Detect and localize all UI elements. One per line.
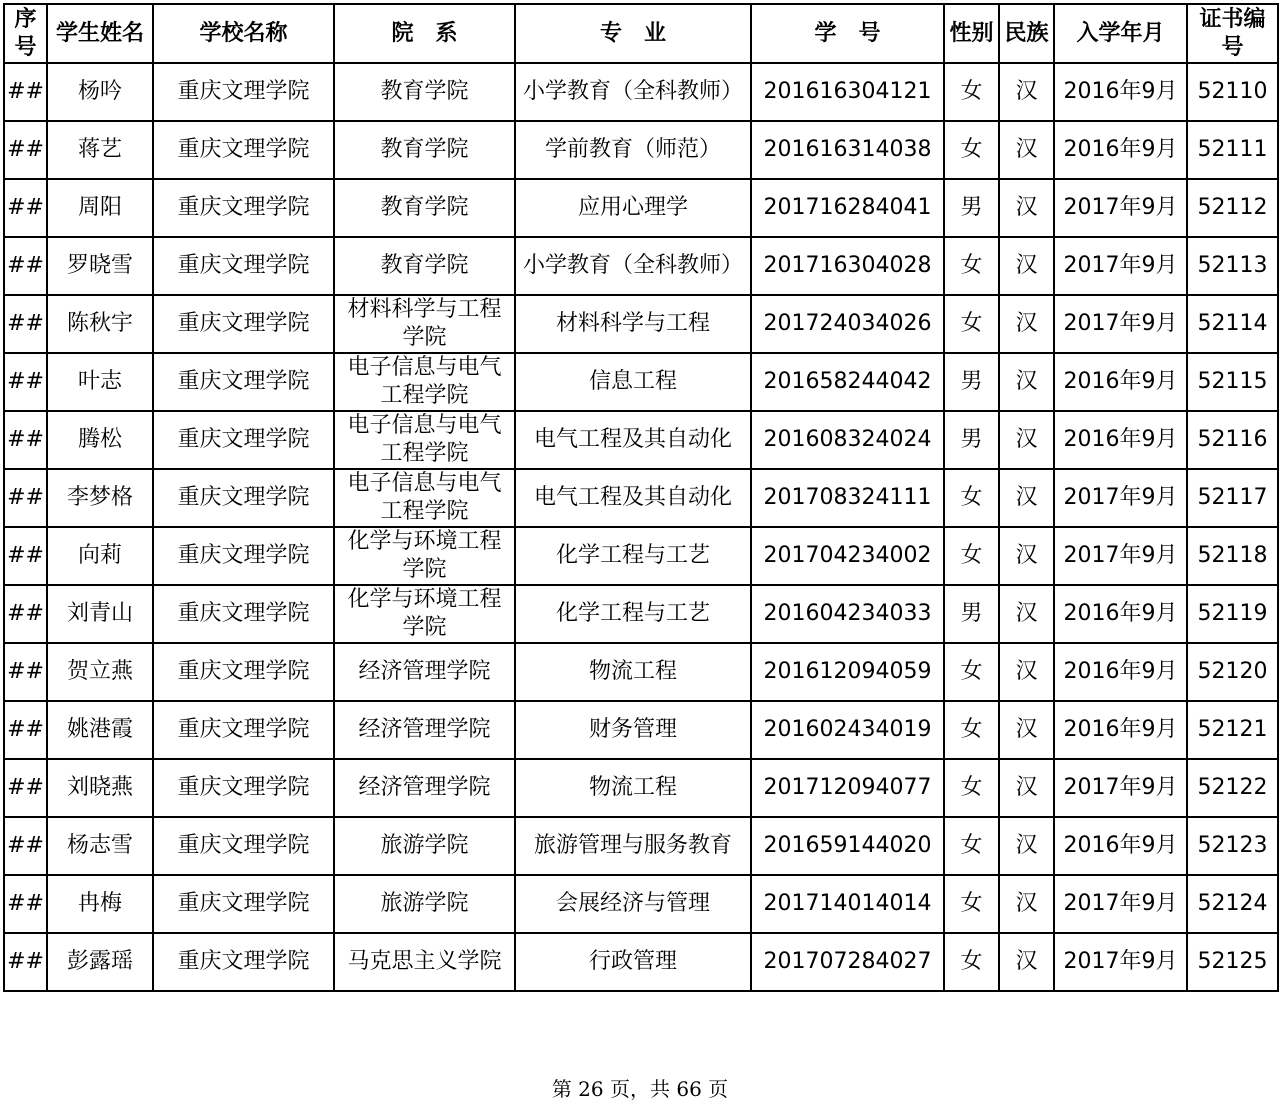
- cell-major: 小学教育（全科教师）: [515, 63, 751, 121]
- cell-school-name: 重庆文理学院: [153, 121, 334, 179]
- cell-major: 财务管理: [515, 701, 751, 759]
- cell-enrollment-date: 2017年9月: [1054, 237, 1187, 295]
- cell-student-name: 姚港霞: [47, 701, 153, 759]
- cell-gender: 女: [944, 643, 999, 701]
- cell-enrollment-date: 2017年9月: [1054, 933, 1187, 991]
- cell-ethnicity: 汉: [999, 933, 1054, 991]
- cell-student-id: 201616314038: [751, 121, 944, 179]
- cell-ethnicity: 汉: [999, 701, 1054, 759]
- cell-index: ##: [4, 63, 47, 121]
- cell-student-name: 杨志雪: [47, 817, 153, 875]
- cell-school-name: 重庆文理学院: [153, 353, 334, 411]
- cell-student-name: 杨吟: [47, 63, 153, 121]
- cell-student-name: 叶志: [47, 353, 153, 411]
- cell-school-name: 重庆文理学院: [153, 63, 334, 121]
- cell-enrollment-date: 2016年9月: [1054, 585, 1187, 643]
- cell-ethnicity: 汉: [999, 585, 1054, 643]
- cell-major: 小学教育（全科教师）: [515, 237, 751, 295]
- cell-department: 经济管理学院: [334, 701, 515, 759]
- table-header-row: [4, 4, 1278, 63]
- cell-department: 教育学院: [334, 63, 515, 121]
- cell-ethnicity: 汉: [999, 295, 1054, 353]
- header-department: 院 系: [334, 4, 515, 63]
- cell-enrollment-date: 2016年9月: [1054, 121, 1187, 179]
- cell-enrollment-date: 2017年9月: [1054, 179, 1187, 237]
- cell-student-id: 201602434019: [751, 701, 944, 759]
- cell-school-name: 重庆文理学院: [153, 643, 334, 701]
- cell-student-id: 201724034026: [751, 295, 944, 353]
- cell-department: 教育学院: [334, 237, 515, 295]
- cell-certificate-number: 52115: [1187, 353, 1278, 411]
- cell-major: 电气工程及其自动化: [515, 469, 751, 527]
- cell-school-name: 重庆文理学院: [153, 295, 334, 353]
- cell-certificate-number: 52110: [1187, 63, 1278, 121]
- cell-student-id: 201707284027: [751, 933, 944, 991]
- table-row: [4, 875, 1278, 933]
- cell-gender: 女: [944, 933, 999, 991]
- cell-student-id: 201616304121: [751, 63, 944, 121]
- cell-index: ##: [4, 585, 47, 643]
- cell-student-id: 201708324111: [751, 469, 944, 527]
- cell-gender: 女: [944, 759, 999, 817]
- cell-index: ##: [4, 295, 47, 353]
- cell-major: 行政管理: [515, 933, 751, 991]
- table-row: [4, 585, 1278, 643]
- cell-student-name: 刘晓燕: [47, 759, 153, 817]
- cell-certificate-number: 52114: [1187, 295, 1278, 353]
- cell-school-name: 重庆文理学院: [153, 875, 334, 933]
- cell-department: 教育学院: [334, 179, 515, 237]
- cell-enrollment-date: 2016年9月: [1054, 411, 1187, 469]
- cell-school-name: 重庆文理学院: [153, 701, 334, 759]
- cell-gender: 男: [944, 411, 999, 469]
- cell-ethnicity: 汉: [999, 121, 1054, 179]
- cell-student-name: 刘青山: [47, 585, 153, 643]
- page-footer: 第 26 页，共 66 页: [551, 1077, 729, 1101]
- cell-enrollment-date: 2016年9月: [1054, 63, 1187, 121]
- cell-student-name: 贺立燕: [47, 643, 153, 701]
- cell-department: 旅游学院: [334, 817, 515, 875]
- header-student-id: 学 号: [751, 4, 944, 63]
- table-row: [4, 527, 1278, 585]
- cell-student-name: 彭露瑶: [47, 933, 153, 991]
- cell-certificate-number: 52118: [1187, 527, 1278, 585]
- cell-index: ##: [4, 121, 47, 179]
- cell-student-id: 201714014014: [751, 875, 944, 933]
- header-index: 序号: [4, 4, 47, 63]
- cell-major: 应用心理学: [515, 179, 751, 237]
- table-row: [4, 353, 1278, 411]
- cell-index: ##: [4, 411, 47, 469]
- cell-student-name: 罗晓雪: [47, 237, 153, 295]
- cell-enrollment-date: 2017年9月: [1054, 527, 1187, 585]
- cell-student-id: 201716304028: [751, 237, 944, 295]
- cell-certificate-number: 52125: [1187, 933, 1278, 991]
- cell-department: 电子信息与电气工程学院: [334, 469, 515, 527]
- table-row: [4, 237, 1278, 295]
- table-row: [4, 295, 1278, 353]
- cell-index: ##: [4, 759, 47, 817]
- cell-enrollment-date: 2016年9月: [1054, 643, 1187, 701]
- cell-school-name: 重庆文理学院: [153, 179, 334, 237]
- cell-index: ##: [4, 701, 47, 759]
- table-row: [4, 759, 1278, 817]
- table-row: [4, 643, 1278, 701]
- cell-enrollment-date: 2016年9月: [1054, 817, 1187, 875]
- cell-index: ##: [4, 469, 47, 527]
- cell-gender: 女: [944, 237, 999, 295]
- table-row: [4, 411, 1278, 469]
- cell-department: 电子信息与电气工程学院: [334, 353, 515, 411]
- cell-student-id: 201704234002: [751, 527, 944, 585]
- cell-gender: 女: [944, 63, 999, 121]
- cell-ethnicity: 汉: [999, 875, 1054, 933]
- cell-gender: 女: [944, 469, 999, 527]
- cell-enrollment-date: 2017年9月: [1054, 875, 1187, 933]
- cell-student-id: 201604234033: [751, 585, 944, 643]
- table-row: [4, 701, 1278, 759]
- cell-certificate-number: 52117: [1187, 469, 1278, 527]
- cell-ethnicity: 汉: [999, 411, 1054, 469]
- cell-certificate-number: 52111: [1187, 121, 1278, 179]
- cell-index: ##: [4, 817, 47, 875]
- cell-gender: 男: [944, 179, 999, 237]
- cell-ethnicity: 汉: [999, 527, 1054, 585]
- header-enrollment-date: 入学年月: [1054, 4, 1187, 63]
- header-certificate-number: 证书编号: [1187, 4, 1278, 63]
- cell-index: ##: [4, 875, 47, 933]
- cell-ethnicity: 汉: [999, 643, 1054, 701]
- cell-major: 物流工程: [515, 759, 751, 817]
- cell-major: 学前教育（师范）: [515, 121, 751, 179]
- cell-department: 经济管理学院: [334, 759, 515, 817]
- cell-certificate-number: 52112: [1187, 179, 1278, 237]
- cell-certificate-number: 52116: [1187, 411, 1278, 469]
- cell-certificate-number: 52121: [1187, 701, 1278, 759]
- cell-ethnicity: 汉: [999, 63, 1054, 121]
- cell-index: ##: [4, 353, 47, 411]
- cell-certificate-number: 52113: [1187, 237, 1278, 295]
- cell-school-name: 重庆文理学院: [153, 527, 334, 585]
- cell-index: ##: [4, 237, 47, 295]
- cell-certificate-number: 52119: [1187, 585, 1278, 643]
- table-row: [4, 933, 1278, 991]
- cell-department: 材料科学与工程学院: [334, 295, 515, 353]
- header-student-name: 学生姓名: [47, 4, 153, 63]
- cell-index: ##: [4, 527, 47, 585]
- cell-major: 物流工程: [515, 643, 751, 701]
- table-row: [4, 121, 1278, 179]
- cell-department: 教育学院: [334, 121, 515, 179]
- student-roster-table: [3, 3, 1279, 992]
- cell-student-name: 李梦格: [47, 469, 153, 527]
- header-major: 专 业: [515, 4, 751, 63]
- cell-student-id: 201659144020: [751, 817, 944, 875]
- cell-student-id: 201716284041: [751, 179, 944, 237]
- cell-gender: 女: [944, 817, 999, 875]
- cell-major: 化学工程与工艺: [515, 585, 751, 643]
- cell-school-name: 重庆文理学院: [153, 469, 334, 527]
- cell-gender: 女: [944, 295, 999, 353]
- cell-gender: 女: [944, 875, 999, 933]
- cell-major: 信息工程: [515, 353, 751, 411]
- header-gender: 性别: [944, 4, 999, 63]
- table-body: [4, 63, 1278, 991]
- cell-certificate-number: 52124: [1187, 875, 1278, 933]
- cell-index: ##: [4, 933, 47, 991]
- cell-major: 电气工程及其自动化: [515, 411, 751, 469]
- cell-enrollment-date: 2016年9月: [1054, 701, 1187, 759]
- cell-ethnicity: 汉: [999, 237, 1054, 295]
- header-ethnicity: 民族: [999, 4, 1054, 63]
- cell-student-id: 201712094077: [751, 759, 944, 817]
- table-row: [4, 469, 1278, 527]
- cell-major: 旅游管理与服务教育: [515, 817, 751, 875]
- cell-certificate-number: 52120: [1187, 643, 1278, 701]
- cell-enrollment-date: 2016年9月: [1054, 353, 1187, 411]
- cell-ethnicity: 汉: [999, 469, 1054, 527]
- cell-ethnicity: 汉: [999, 817, 1054, 875]
- cell-gender: 女: [944, 701, 999, 759]
- cell-department: 电子信息与电气工程学院: [334, 411, 515, 469]
- cell-school-name: 重庆文理学院: [153, 237, 334, 295]
- cell-student-name: 腾松: [47, 411, 153, 469]
- cell-department: 经济管理学院: [334, 643, 515, 701]
- cell-department: 马克思主义学院: [334, 933, 515, 991]
- cell-major: 材料科学与工程: [515, 295, 751, 353]
- cell-department: 旅游学院: [334, 875, 515, 933]
- cell-student-id: 201612094059: [751, 643, 944, 701]
- table-row: [4, 179, 1278, 237]
- cell-student-name: 蒋艺: [47, 121, 153, 179]
- cell-gender: 男: [944, 353, 999, 411]
- cell-ethnicity: 汉: [999, 759, 1054, 817]
- cell-student-name: 冉梅: [47, 875, 153, 933]
- cell-ethnicity: 汉: [999, 353, 1054, 411]
- cell-index: ##: [4, 179, 47, 237]
- cell-school-name: 重庆文理学院: [153, 933, 334, 991]
- cell-major: 化学工程与工艺: [515, 527, 751, 585]
- cell-student-name: 陈秋宇: [47, 295, 153, 353]
- cell-enrollment-date: 2017年9月: [1054, 469, 1187, 527]
- cell-enrollment-date: 2017年9月: [1054, 295, 1187, 353]
- cell-index: ##: [4, 643, 47, 701]
- cell-department: 化学与环境工程学院: [334, 585, 515, 643]
- cell-student-name: 周阳: [47, 179, 153, 237]
- cell-certificate-number: 52123: [1187, 817, 1278, 875]
- cell-gender: 女: [944, 121, 999, 179]
- cell-gender: 女: [944, 527, 999, 585]
- cell-ethnicity: 汉: [999, 179, 1054, 237]
- cell-student-name: 向莉: [47, 527, 153, 585]
- cell-student-id: 201658244042: [751, 353, 944, 411]
- header-school-name: 学校名称: [153, 4, 334, 63]
- cell-student-id: 201608324024: [751, 411, 944, 469]
- cell-gender: 男: [944, 585, 999, 643]
- table-row: [4, 817, 1278, 875]
- cell-certificate-number: 52122: [1187, 759, 1278, 817]
- table-row: [4, 63, 1278, 121]
- cell-major: 会展经济与管理: [515, 875, 751, 933]
- cell-school-name: 重庆文理学院: [153, 411, 334, 469]
- cell-school-name: 重庆文理学院: [153, 585, 334, 643]
- cell-department: 化学与环境工程学院: [334, 527, 515, 585]
- cell-school-name: 重庆文理学院: [153, 817, 334, 875]
- cell-school-name: 重庆文理学院: [153, 759, 334, 817]
- cell-enrollment-date: 2017年9月: [1054, 759, 1187, 817]
